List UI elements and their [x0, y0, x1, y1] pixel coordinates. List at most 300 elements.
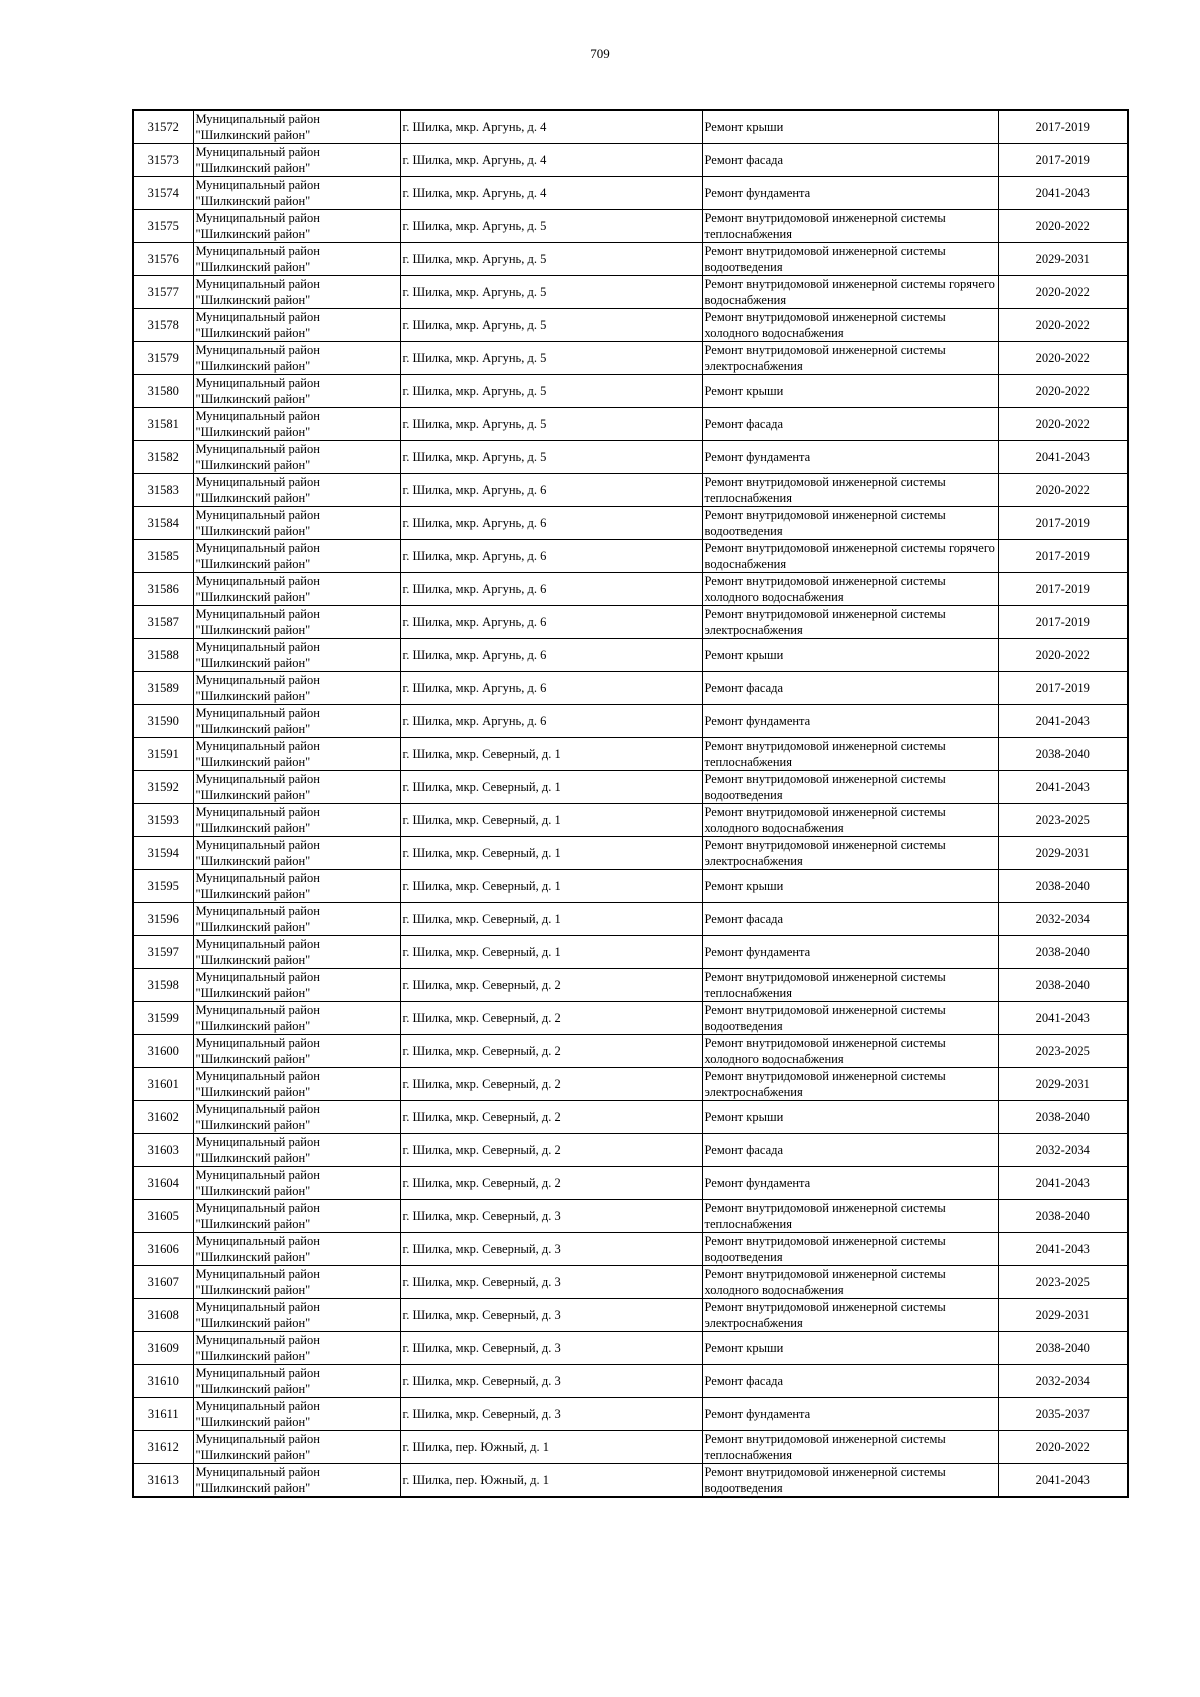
work-type-cell: Ремонт внутридомовой инженерной системы холодного водоснабжения — [702, 1266, 998, 1299]
row-number-cell: 31602 — [133, 1101, 193, 1134]
municipality-line-1: Муниципальный район — [195, 277, 320, 291]
work-type-cell: Ремонт фасада — [702, 144, 998, 177]
address-cell: г. Шилка, мкр. Аргунь, д. 6 — [400, 540, 702, 573]
row-number-cell: 31587 — [133, 606, 193, 639]
municipality-cell — [193, 1167, 400, 1200]
municipality-line-1: Муниципальный район — [195, 805, 320, 819]
address-cell: г. Шилка, мкр. Аргунь, д. 5 — [400, 441, 702, 474]
municipality-cell — [193, 1068, 400, 1101]
table-row — [133, 903, 1128, 936]
municipality-cell — [193, 903, 400, 936]
period-cell: 2017-2019 — [998, 573, 1128, 606]
period-cell: 2017-2019 — [998, 110, 1128, 144]
municipality-cell — [193, 1233, 400, 1266]
table-row — [133, 804, 1128, 837]
period-cell: 2023-2025 — [998, 1035, 1128, 1068]
work-type-cell: Ремонт внутридомовой инженерной системы водоотведения — [702, 1002, 998, 1035]
municipality-line-1: Муниципальный район — [195, 1168, 320, 1182]
period-cell: 2035-2037 — [998, 1398, 1128, 1431]
row-number-cell: 31609 — [133, 1332, 193, 1365]
period-cell: 2020-2022 — [998, 309, 1128, 342]
table-row — [133, 342, 1128, 375]
period-cell: 2041-2043 — [998, 705, 1128, 738]
address-cell: г. Шилка, мкр. Аргунь, д. 4 — [400, 110, 702, 144]
page-number: 709 — [590, 46, 610, 61]
row-number-cell: 31574 — [133, 177, 193, 210]
municipality-line-1: Муниципальный район — [195, 673, 320, 687]
address-cell: г. Шилка, мкр. Северный, д. 3 — [400, 1299, 702, 1332]
municipality-line-1: Муниципальный район — [195, 706, 320, 720]
municipality-line-1: Муниципальный район — [195, 1003, 320, 1017]
municipality-cell — [193, 606, 400, 639]
municipality-line-2: "Шилкинский район" — [195, 227, 311, 241]
period-cell: 2020-2022 — [998, 639, 1128, 672]
municipality-line-2: "Шилкинский район" — [195, 821, 311, 835]
municipality-line-1: Муниципальный район — [195, 739, 320, 753]
address-cell: г. Шилка, мкр. Аргунь, д. 5 — [400, 375, 702, 408]
address-cell: г. Шилка, мкр. Аргунь, д. 6 — [400, 672, 702, 705]
municipality-line-2: "Шилкинский район" — [195, 755, 311, 769]
municipality-line-2: "Шилкинский район" — [195, 590, 311, 604]
address-cell: г. Шилка, мкр. Северный, д. 1 — [400, 738, 702, 771]
municipality-line-2: "Шилкинский район" — [195, 557, 311, 571]
row-number-cell: 31606 — [133, 1233, 193, 1266]
municipality-line-2: "Шилкинский район" — [195, 1250, 311, 1264]
municipality-line-2: "Шилкинский район" — [195, 1349, 311, 1363]
municipality-line-1: Муниципальный район — [195, 1399, 320, 1413]
row-number-cell: 31612 — [133, 1431, 193, 1464]
table-row — [133, 243, 1128, 276]
row-number-cell: 31582 — [133, 441, 193, 474]
period-cell: 2041-2043 — [998, 1464, 1128, 1498]
address-cell: г. Шилка, мкр. Северный, д. 2 — [400, 969, 702, 1002]
address-cell: г. Шилка, мкр. Аргунь, д. 4 — [400, 144, 702, 177]
row-number-cell: 31598 — [133, 969, 193, 1002]
period-cell: 2017-2019 — [998, 144, 1128, 177]
municipality-line-2: "Шилкинский район" — [195, 656, 311, 670]
period-cell: 2038-2040 — [998, 969, 1128, 1002]
municipality-cell — [193, 342, 400, 375]
address-cell: г. Шилка, мкр. Аргунь, д. 5 — [400, 342, 702, 375]
work-type-cell: Ремонт внутридомовой инженерной системы водоотведения — [702, 1233, 998, 1266]
period-cell: 2041-2043 — [998, 177, 1128, 210]
table-row — [133, 210, 1128, 243]
municipality-line-1: Муниципальный район — [195, 1333, 320, 1347]
table-row — [133, 573, 1128, 606]
municipality-line-2: "Шилкинский район" — [195, 920, 311, 934]
table-row — [133, 1332, 1128, 1365]
work-type-cell: Ремонт внутридомовой инженерной системы водоотведения — [702, 243, 998, 276]
municipality-line-1: Муниципальный район — [195, 1036, 320, 1050]
municipality-cell — [193, 672, 400, 705]
table-row — [133, 606, 1128, 639]
work-type-cell: Ремонт крыши — [702, 1101, 998, 1134]
municipality-line-2: "Шилкинский район" — [195, 1151, 311, 1165]
address-cell: г. Шилка, мкр. Северный, д. 3 — [400, 1233, 702, 1266]
municipality-line-1: Муниципальный район — [195, 871, 320, 885]
municipality-line-1: Муниципальный район — [195, 838, 320, 852]
work-type-cell: Ремонт крыши — [702, 639, 998, 672]
table-row — [133, 837, 1128, 870]
row-number-cell: 31607 — [133, 1266, 193, 1299]
work-type-cell: Ремонт внутридомовой инженерной системы холодного водоснабжения — [702, 573, 998, 606]
municipality-line-1: Муниципальный район — [195, 1135, 320, 1149]
address-cell: г. Шилка, мкр. Аргунь, д. 5 — [400, 309, 702, 342]
row-number-cell: 31599 — [133, 1002, 193, 1035]
row-number-cell: 31573 — [133, 144, 193, 177]
table-row — [133, 1299, 1128, 1332]
municipality-line-2: "Шилкинский район" — [195, 1481, 311, 1495]
address-cell: г. Шилка, мкр. Аргунь, д. 6 — [400, 474, 702, 507]
period-cell: 2020-2022 — [998, 474, 1128, 507]
table-row — [133, 375, 1128, 408]
period-cell: 2020-2022 — [998, 408, 1128, 441]
municipality-line-2: "Шилкинский район" — [195, 425, 311, 439]
period-cell: 2041-2043 — [998, 1167, 1128, 1200]
row-number-cell: 31589 — [133, 672, 193, 705]
address-cell: г. Шилка, мкр. Северный, д. 3 — [400, 1332, 702, 1365]
municipality-line-2: "Шилкинский район" — [195, 1217, 311, 1231]
table-row — [133, 1101, 1128, 1134]
table-row — [133, 1266, 1128, 1299]
work-type-cell: Ремонт внутридомовой инженерной системы электроснабжения — [702, 837, 998, 870]
period-cell: 2038-2040 — [998, 936, 1128, 969]
municipality-line-1: Муниципальный район — [195, 1069, 320, 1083]
period-cell: 2017-2019 — [998, 672, 1128, 705]
period-cell: 2038-2040 — [998, 1101, 1128, 1134]
municipality-cell — [193, 639, 400, 672]
municipality-cell — [193, 870, 400, 903]
period-cell: 2020-2022 — [998, 210, 1128, 243]
municipality-cell — [193, 375, 400, 408]
row-number-cell: 31576 — [133, 243, 193, 276]
work-type-cell: Ремонт внутридомовой инженерной системы водоотведения — [702, 507, 998, 540]
period-cell: 2032-2034 — [998, 1365, 1128, 1398]
municipality-cell — [193, 507, 400, 540]
address-cell: г. Шилка, мкр. Северный, д. 2 — [400, 1101, 702, 1134]
table-row — [133, 705, 1128, 738]
municipality-line-1: Муниципальный район — [195, 376, 320, 390]
municipality-line-2: "Шилкинский район" — [195, 1415, 311, 1429]
municipality-cell — [193, 408, 400, 441]
row-number-cell: 31591 — [133, 738, 193, 771]
period-cell: 2038-2040 — [998, 738, 1128, 771]
row-number-cell: 31592 — [133, 771, 193, 804]
address-cell: г. Шилка, пер. Южный, д. 1 — [400, 1431, 702, 1464]
municipality-line-1: Муниципальный район — [195, 904, 320, 918]
municipality-cell — [193, 110, 400, 144]
period-cell: 2023-2025 — [998, 1266, 1128, 1299]
municipality-cell — [193, 705, 400, 738]
work-type-cell: Ремонт внутридомовой инженерной системы теплоснабжения — [702, 1200, 998, 1233]
municipality-cell — [193, 441, 400, 474]
work-type-cell: Ремонт внутридомовой инженерной системы электроснабжения — [702, 1068, 998, 1101]
address-cell: г. Шилка, мкр. Северный, д. 2 — [400, 1167, 702, 1200]
row-number-cell: 31575 — [133, 210, 193, 243]
period-cell: 2038-2040 — [998, 870, 1128, 903]
municipality-line-1: Муниципальный район — [195, 1366, 320, 1380]
work-type-cell: Ремонт внутридомовой инженерной системы водоотведения — [702, 771, 998, 804]
work-type-cell: Ремонт фасада — [702, 1365, 998, 1398]
municipality-line-2: "Шилкинский район" — [195, 1448, 311, 1462]
municipality-line-1: Муниципальный район — [195, 244, 320, 258]
municipality-line-1: Муниципальный район — [195, 442, 320, 456]
period-cell: 2017-2019 — [998, 540, 1128, 573]
work-type-cell: Ремонт внутридомовой инженерной системы водоотведения — [702, 1464, 998, 1498]
municipality-cell — [193, 210, 400, 243]
table-row — [133, 672, 1128, 705]
municipality-line-2: "Шилкинский район" — [195, 458, 311, 472]
address-cell: г. Шилка, мкр. Аргунь, д. 5 — [400, 243, 702, 276]
work-type-cell: Ремонт внутридомовой инженерной системы теплоснабжения — [702, 210, 998, 243]
row-number-cell: 31613 — [133, 1464, 193, 1498]
row-number-cell: 31580 — [133, 375, 193, 408]
municipality-cell — [193, 573, 400, 606]
table-row — [133, 1002, 1128, 1035]
row-number-cell: 31608 — [133, 1299, 193, 1332]
period-cell: 2032-2034 — [998, 903, 1128, 936]
period-cell: 2020-2022 — [998, 342, 1128, 375]
address-cell: г. Шилка, мкр. Северный, д. 2 — [400, 1002, 702, 1035]
row-number-cell: 31604 — [133, 1167, 193, 1200]
row-number-cell: 31597 — [133, 936, 193, 969]
municipality-line-1: Муниципальный район — [195, 574, 320, 588]
address-cell: г. Шилка, мкр. Северный, д. 3 — [400, 1365, 702, 1398]
table-row — [133, 1134, 1128, 1167]
table-row — [133, 1035, 1128, 1068]
work-type-cell: Ремонт фасада — [702, 1134, 998, 1167]
row-number-cell: 31586 — [133, 573, 193, 606]
municipality-line-2: "Шилкинский район" — [195, 854, 311, 868]
municipality-line-2: "Шилкинский район" — [195, 524, 311, 538]
row-number-cell: 31596 — [133, 903, 193, 936]
municipality-line-2: "Шилкинский район" — [195, 953, 311, 967]
table-row — [133, 639, 1128, 672]
municipality-line-2: "Шилкинский район" — [195, 359, 311, 373]
work-type-cell: Ремонт крыши — [702, 870, 998, 903]
municipality-cell — [193, 474, 400, 507]
table-row — [133, 177, 1128, 210]
municipality-cell — [193, 837, 400, 870]
period-cell: 2038-2040 — [998, 1200, 1128, 1233]
repair-schedule-table — [132, 109, 1129, 1498]
row-number-cell: 31588 — [133, 639, 193, 672]
municipality-line-1: Муниципальный район — [195, 607, 320, 621]
municipality-line-2: "Шилкинский район" — [195, 326, 311, 340]
table-row — [133, 1068, 1128, 1101]
work-type-cell: Ремонт внутридомовой инженерной системы холодного водоснабжения — [702, 804, 998, 837]
table-row — [133, 1365, 1128, 1398]
work-type-cell: Ремонт внутридомовой инженерной системы горячего водоснабжения — [702, 540, 998, 573]
municipality-line-1: Муниципальный район — [195, 145, 320, 159]
table-row — [133, 738, 1128, 771]
table-row — [133, 771, 1128, 804]
period-cell: 2041-2043 — [998, 1233, 1128, 1266]
municipality-line-2: "Шилкинский район" — [195, 788, 311, 802]
work-type-cell: Ремонт фасада — [702, 408, 998, 441]
work-type-cell: Ремонт внутридомовой инженерной системы электроснабжения — [702, 342, 998, 375]
table-row — [133, 1167, 1128, 1200]
work-type-cell: Ремонт фундамента — [702, 936, 998, 969]
address-cell: г. Шилка, мкр. Аргунь, д. 4 — [400, 177, 702, 210]
municipality-line-2: "Шилкинский район" — [195, 1382, 311, 1396]
municipality-line-2: "Шилкинский район" — [195, 1085, 311, 1099]
municipality-cell — [193, 1134, 400, 1167]
row-number-cell: 31603 — [133, 1134, 193, 1167]
period-cell: 2032-2034 — [998, 1134, 1128, 1167]
work-type-cell: Ремонт внутридомовой инженерной системы горячего водоснабжения — [702, 276, 998, 309]
municipality-line-1: Муниципальный район — [195, 409, 320, 423]
municipality-line-1: Муниципальный район — [195, 310, 320, 324]
municipality-line-1: Муниципальный район — [195, 1201, 320, 1215]
municipality-line-2: "Шилкинский район" — [195, 887, 311, 901]
address-cell: г. Шилка, мкр. Северный, д. 3 — [400, 1266, 702, 1299]
address-cell: г. Шилка, мкр. Аргунь, д. 5 — [400, 210, 702, 243]
municipality-cell — [193, 243, 400, 276]
row-number-cell: 31600 — [133, 1035, 193, 1068]
row-number-cell: 31578 — [133, 309, 193, 342]
address-cell: г. Шилка, мкр. Северный, д. 1 — [400, 936, 702, 969]
municipality-cell — [193, 1299, 400, 1332]
work-type-cell: Ремонт крыши — [702, 375, 998, 408]
table-row — [133, 1200, 1128, 1233]
row-number-cell: 31585 — [133, 540, 193, 573]
work-type-cell: Ремонт внутридомовой инженерной системы теплоснабжения — [702, 474, 998, 507]
municipality-line-1: Муниципальный район — [195, 211, 320, 225]
table-row — [133, 1233, 1128, 1266]
address-cell: г. Шилка, пер. Южный, д. 1 — [400, 1464, 702, 1498]
municipality-line-1: Муниципальный район — [195, 970, 320, 984]
address-cell: г. Шилка, мкр. Аргунь, д. 6 — [400, 573, 702, 606]
period-cell: 2020-2022 — [998, 1431, 1128, 1464]
period-cell: 2023-2025 — [998, 804, 1128, 837]
municipality-line-2: "Шилкинский район" — [195, 293, 311, 307]
table-row — [133, 1398, 1128, 1431]
municipality-cell — [193, 1002, 400, 1035]
period-cell: 2041-2043 — [998, 1002, 1128, 1035]
address-cell: г. Шилка, мкр. Северный, д. 1 — [400, 837, 702, 870]
address-cell: г. Шилка, мкр. Северный, д. 1 — [400, 771, 702, 804]
work-type-cell: Ремонт крыши — [702, 1332, 998, 1365]
row-number-cell: 31593 — [133, 804, 193, 837]
address-cell: г. Шилка, мкр. Аргунь, д. 6 — [400, 606, 702, 639]
municipality-cell — [193, 1101, 400, 1134]
municipality-line-1: Муниципальный район — [195, 772, 320, 786]
work-type-cell: Ремонт фундамента — [702, 705, 998, 738]
address-cell: г. Шилка, мкр. Аргунь, д. 5 — [400, 408, 702, 441]
period-cell: 2029-2031 — [998, 243, 1128, 276]
period-cell: 2029-2031 — [998, 1299, 1128, 1332]
municipality-cell — [193, 309, 400, 342]
municipality-cell — [193, 738, 400, 771]
municipality-line-2: "Шилкинский район" — [195, 260, 311, 274]
table-row — [133, 507, 1128, 540]
period-cell: 2017-2019 — [998, 507, 1128, 540]
work-type-cell: Ремонт внутридомовой инженерной системы теплоснабжения — [702, 969, 998, 1002]
row-number-cell: 31610 — [133, 1365, 193, 1398]
municipality-cell — [193, 276, 400, 309]
municipality-cell — [193, 1365, 400, 1398]
table-row — [133, 870, 1128, 903]
work-type-cell: Ремонт внутридомовой инженерной системы холодного водоснабжения — [702, 1035, 998, 1068]
period-cell: 2041-2043 — [998, 441, 1128, 474]
work-type-cell: Ремонт фундамента — [702, 177, 998, 210]
municipality-line-2: "Шилкинский район" — [195, 689, 311, 703]
row-number-cell: 31601 — [133, 1068, 193, 1101]
municipality-line-2: "Шилкинский район" — [195, 1118, 311, 1132]
work-type-cell: Ремонт фасада — [702, 672, 998, 705]
row-number-cell: 31583 — [133, 474, 193, 507]
table-row — [133, 1431, 1128, 1464]
row-number-cell: 31594 — [133, 837, 193, 870]
row-number-cell: 31579 — [133, 342, 193, 375]
address-cell: г. Шилка, мкр. Северный, д. 2 — [400, 1035, 702, 1068]
work-type-cell: Ремонт внутридомовой инженерной системы холодного водоснабжения — [702, 309, 998, 342]
municipality-cell — [193, 969, 400, 1002]
municipality-line-1: Муниципальный район — [195, 1432, 320, 1446]
period-cell: 2041-2043 — [998, 771, 1128, 804]
address-cell: г. Шилка, мкр. Северный, д. 1 — [400, 870, 702, 903]
municipality-cell — [193, 144, 400, 177]
municipality-line-1: Муниципальный район — [195, 112, 320, 126]
municipality-cell — [193, 1398, 400, 1431]
municipality-line-2: "Шилкинский район" — [195, 1316, 311, 1330]
period-cell: 2020-2022 — [998, 375, 1128, 408]
table-body — [133, 110, 1128, 1497]
municipality-cell — [193, 177, 400, 210]
municipality-line-2: "Шилкинский район" — [195, 1052, 311, 1066]
municipality-line-1: Муниципальный район — [195, 640, 320, 654]
municipality-line-2: "Шилкинский район" — [195, 986, 311, 1000]
table-row — [133, 474, 1128, 507]
address-cell: г. Шилка, мкр. Северный, д. 2 — [400, 1068, 702, 1101]
period-cell: 2020-2022 — [998, 276, 1128, 309]
municipality-line-1: Муниципальный район — [195, 508, 320, 522]
address-cell: г. Шилка, мкр. Аргунь, д. 6 — [400, 639, 702, 672]
municipality-line-2: "Шилкинский район" — [195, 1283, 311, 1297]
municipality-line-1: Муниципальный район — [195, 1465, 320, 1479]
table-row — [133, 408, 1128, 441]
work-type-cell: Ремонт внутридомовой инженерной системы теплоснабжения — [702, 1431, 998, 1464]
row-number-cell: 31611 — [133, 1398, 193, 1431]
municipality-line-1: Муниципальный район — [195, 1267, 320, 1281]
work-type-cell: Ремонт внутридомовой инженерной системы электроснабжения — [702, 1299, 998, 1332]
municipality-cell — [193, 1332, 400, 1365]
municipality-cell — [193, 1200, 400, 1233]
address-cell: г. Шилка, мкр. Аргунь, д. 5 — [400, 276, 702, 309]
table-row — [133, 276, 1128, 309]
work-type-cell: Ремонт крыши — [702, 110, 998, 144]
municipality-cell — [193, 1035, 400, 1068]
address-cell: г. Шилка, мкр. Северный, д. 1 — [400, 804, 702, 837]
period-cell: 2029-2031 — [998, 837, 1128, 870]
row-number-cell: 31581 — [133, 408, 193, 441]
work-type-cell: Ремонт фасада — [702, 903, 998, 936]
row-number-cell: 31584 — [133, 507, 193, 540]
municipality-line-2: "Шилкинский район" — [195, 128, 311, 142]
address-cell: г. Шилка, мкр. Северный, д. 1 — [400, 903, 702, 936]
table-row — [133, 936, 1128, 969]
address-cell: г. Шилка, мкр. Северный, д. 2 — [400, 1134, 702, 1167]
table-row — [133, 1464, 1128, 1498]
municipality-line-2: "Шилкинский район" — [195, 161, 311, 175]
municipality-line-2: "Шилкинский район" — [195, 623, 311, 637]
work-type-cell: Ремонт внутридомовой инженерной системы теплоснабжения — [702, 738, 998, 771]
period-cell: 2038-2040 — [998, 1332, 1128, 1365]
municipality-line-1: Муниципальный район — [195, 343, 320, 357]
table-row — [133, 309, 1128, 342]
municipality-cell — [193, 1464, 400, 1498]
